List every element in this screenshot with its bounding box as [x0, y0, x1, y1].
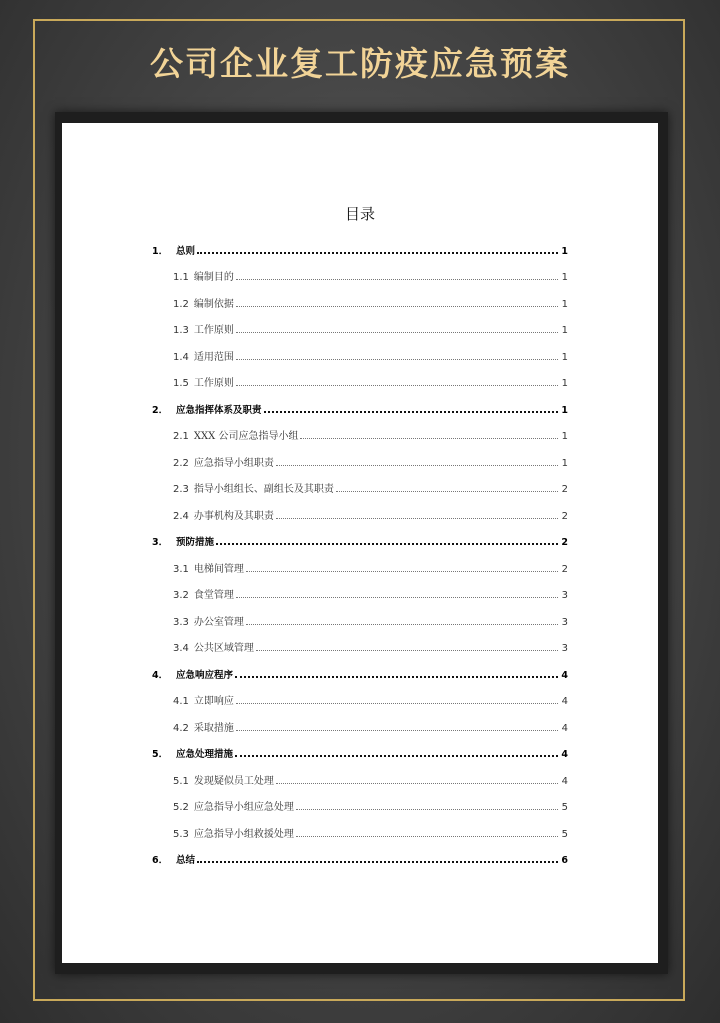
toc-entry-number: 4．	[152, 669, 169, 681]
toc-entry-number: 2.1	[173, 431, 189, 442]
toc-dot-leader	[236, 306, 558, 307]
toc-entry-title: 应急指挥体系及职责	[176, 404, 262, 416]
toc-entry-page: 1	[561, 378, 568, 389]
toc-subsection-entry[interactable]	[152, 336, 568, 363]
toc-entry-title: 预防措施	[176, 537, 215, 548]
toc-dot-leader	[246, 624, 558, 625]
toc-dot-leader	[236, 279, 558, 280]
toc-dot-leader	[236, 385, 558, 386]
document-page	[62, 123, 658, 963]
toc-entry-title: 应急指导小组救援处理	[193, 828, 294, 840]
toc-subsection-entry[interactable]	[152, 416, 568, 443]
toc-subsection-entry[interactable]	[152, 469, 568, 496]
toc-subsection-entry[interactable]	[152, 813, 568, 840]
toc-subsection-entry[interactable]	[152, 601, 568, 628]
toc-entry-number: 3.4	[173, 643, 189, 654]
toc-entry-page: 1	[561, 298, 568, 310]
toc-dot-leader	[236, 359, 558, 360]
toc-dot-leader	[296, 836, 558, 837]
toc-entry-title: 应急响应程序	[176, 669, 234, 681]
toc-section-entry[interactable]	[152, 840, 568, 867]
toc-entry-number: 1.4	[173, 351, 189, 363]
toc-entry-number: 4.2	[173, 722, 189, 734]
toc-entry-title: 公共区域管理	[193, 643, 254, 654]
toc-entry-number: 1.5	[173, 378, 189, 389]
toc-dot-leader	[236, 597, 558, 598]
toc-entry-page: 1	[561, 431, 568, 442]
toc-subsection-entry[interactable]	[152, 548, 568, 575]
toc-entry-title: 应急指导小组应急处理	[193, 802, 294, 813]
toc-entry-page: 3	[561, 590, 568, 601]
toc-subsection-entry[interactable]	[152, 575, 568, 602]
toc-entry-page: 5	[561, 802, 568, 813]
toc-entry-page: 6	[561, 855, 568, 866]
toc-subsection-entry[interactable]	[152, 787, 568, 814]
toc-dot-leader	[236, 703, 558, 704]
toc-dot-leader	[296, 809, 558, 810]
toc-dot-leader	[264, 411, 558, 413]
toc-entry-page: 1	[561, 245, 568, 257]
toc-entry-page: 2	[561, 537, 568, 548]
table-of-contents	[152, 230, 568, 866]
toc-subsection-entry[interactable]	[152, 628, 568, 655]
toc-subsection-entry[interactable]	[152, 681, 568, 708]
toc-dot-leader	[236, 332, 558, 333]
toc-entry-title: 立即响应	[193, 696, 234, 707]
toc-entry-number: 1.3	[173, 325, 189, 336]
toc-entry-number: 5.3	[173, 828, 189, 840]
toc-entry-page: 4	[561, 722, 568, 734]
toc-entry-page: 5	[561, 828, 568, 840]
toc-subsection-entry[interactable]	[152, 495, 568, 522]
toc-entry-number: 3.3	[173, 616, 189, 628]
toc-dot-leader	[216, 543, 558, 545]
toc-section-entry[interactable]	[152, 654, 568, 681]
toc-entry-number: 1．	[152, 245, 169, 257]
toc-entry-title: 应急处理措施	[176, 749, 234, 760]
toc-entry-number: 3.1	[173, 563, 189, 575]
toc-subsection-entry[interactable]	[152, 442, 568, 469]
toc-subsection-entry[interactable]	[152, 760, 568, 787]
toc-entry-page: 2	[561, 484, 568, 495]
toc-dot-leader	[246, 571, 558, 572]
toc-entry-title: 办事机构及其职责	[193, 510, 274, 522]
toc-entry-page: 1	[561, 325, 568, 336]
toc-entry-number: 3.2	[173, 590, 189, 601]
toc-section-entry[interactable]	[152, 230, 568, 257]
toc-entry-title: 指导小组组长、副组长及其职责	[193, 484, 334, 495]
toc-dot-leader	[336, 491, 558, 492]
toc-entry-page: 4	[561, 696, 568, 707]
toc-subsection-entry[interactable]	[152, 707, 568, 734]
toc-entry-number: 1.2	[173, 298, 189, 310]
toc-entry-title: 工作原则	[193, 325, 234, 336]
toc-entry-page: 4	[561, 775, 568, 787]
toc-dot-leader	[276, 465, 558, 466]
toc-entry-title: XXX 公司应急指导小组	[193, 431, 299, 442]
toc-entry-title: 适用范围	[193, 351, 234, 363]
toc-entry-page: 4	[561, 669, 568, 681]
toc-dot-leader	[197, 252, 558, 254]
toc-subsection-entry[interactable]	[152, 363, 568, 390]
toc-entry-number: 5.2	[173, 802, 189, 813]
toc-entry-page: 1	[561, 404, 568, 416]
toc-entry-title: 发现疑似员工处理	[193, 775, 274, 787]
toc-dot-leader	[235, 755, 558, 757]
toc-dot-leader	[276, 783, 558, 784]
toc-dot-leader	[236, 730, 558, 731]
toc-entry-title: 电梯间管理	[193, 563, 244, 575]
toc-entry-page: 2	[561, 510, 568, 522]
toc-entry-number: 2.4	[173, 510, 189, 522]
toc-entry-number: 2.3	[173, 484, 189, 495]
toc-dot-leader	[300, 438, 558, 439]
toc-dot-leader	[235, 676, 558, 678]
banner-title: 公司企业复工防疫应急预案	[150, 44, 570, 83]
toc-entry-title: 总则	[176, 245, 196, 257]
toc-entry-title: 编制依据	[193, 298, 234, 310]
toc-dot-leader	[197, 861, 558, 863]
toc-entry-number: 3．	[152, 537, 169, 548]
toc-entry-number: 5．	[152, 749, 169, 760]
toc-entry-page: 4	[561, 749, 568, 760]
toc-section-entry[interactable]	[152, 522, 568, 549]
toc-dot-leader	[276, 518, 558, 519]
toc-entry-number: 1.1	[173, 272, 189, 283]
toc-entry-title: 工作原则	[193, 378, 234, 389]
toc-entry-title: 办公室管理	[193, 616, 244, 628]
toc-entry-number: 6．	[152, 855, 169, 866]
toc-dot-leader	[256, 650, 558, 651]
toc-entry-title: 总结	[176, 855, 196, 866]
toc-entry-page: 3	[561, 616, 568, 628]
toc-entry-page: 2	[561, 563, 568, 575]
toc-section-entry[interactable]	[152, 734, 568, 761]
toc-entry-number: 4.1	[173, 696, 189, 707]
toc-entry-page: 1	[561, 272, 568, 283]
toc-entry-page: 3	[561, 643, 568, 654]
toc-entry-number: 2．	[152, 404, 169, 416]
toc-entry-page: 1	[561, 457, 568, 469]
toc-title: 目录	[344, 205, 375, 223]
toc-subsection-entry[interactable]	[152, 310, 568, 337]
toc-entry-title: 应急指导小组职责	[193, 457, 274, 469]
toc-entry-number: 2.2	[173, 457, 189, 469]
toc-entry-title: 编制目的	[193, 272, 234, 283]
toc-subsection-entry[interactable]	[152, 283, 568, 310]
toc-entry-number: 5.1	[173, 775, 189, 787]
toc-entry-title: 食堂管理	[193, 590, 234, 601]
toc-entry-page: 1	[561, 351, 568, 363]
toc-section-entry[interactable]	[152, 389, 568, 416]
toc-subsection-entry[interactable]	[152, 257, 568, 284]
toc-entry-title: 采取措施	[193, 722, 234, 734]
